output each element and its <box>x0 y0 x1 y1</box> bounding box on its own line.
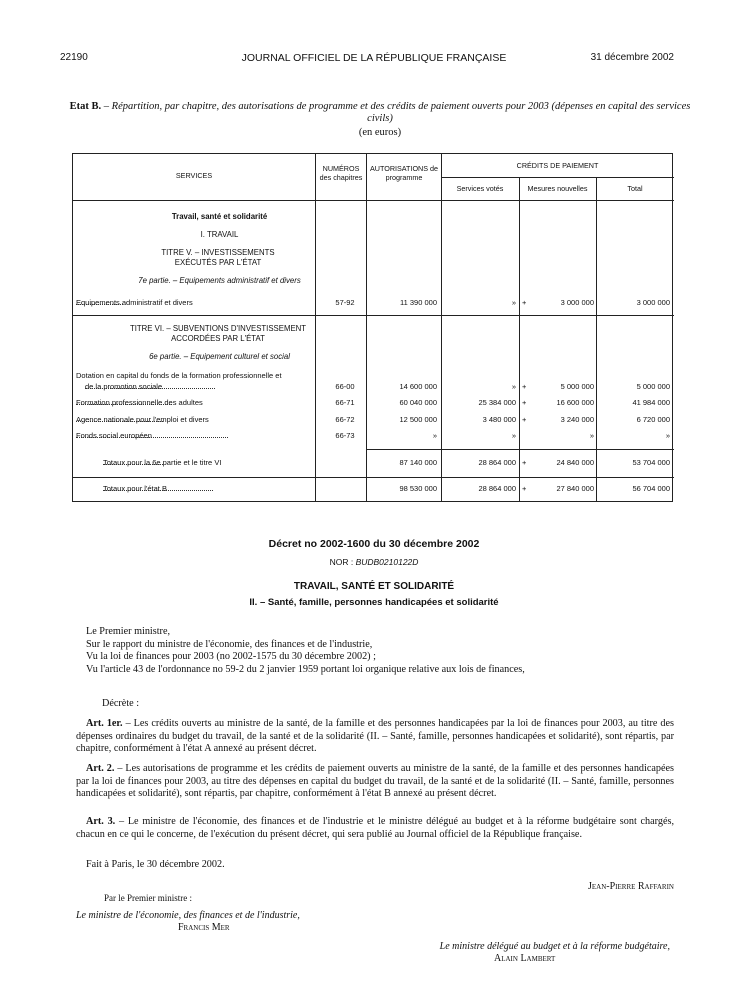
row-autorisations: » <box>432 431 437 440</box>
header-bottom-line <box>73 200 674 201</box>
row-mesures: 5 000 000 <box>560 382 594 391</box>
decree-intro <box>76 626 674 676</box>
section-line <box>73 315 674 316</box>
row-mesures: 3 000 000 <box>560 298 594 307</box>
table-row <box>73 370 674 381</box>
article-label: Art. 2. <box>86 763 115 774</box>
total-autorisations: 98 530 000 <box>399 484 437 493</box>
row-code: 66-00 <box>335 382 355 391</box>
intro-line: Le Premier ministre, <box>86 626 171 637</box>
fait-line: Fait à Paris, le 30 décembre 2002. <box>86 859 225 870</box>
subtotal-row: Totaux pour la 6e partie et le titre VI 87 140 000 28 864 000 + 24 840 000 53 704 000 <box>103 458 670 467</box>
minister-eco-title: Le ministre de l'économie, des finances et de l'industrie, <box>76 910 300 921</box>
article-3 <box>76 816 674 841</box>
row-plus: + <box>522 382 527 391</box>
header-credits: CRÉDITS DE PAIEMENT <box>516 161 599 170</box>
article-text: – Les autorisations de programme et les crédits de paiement ouverts au ministre de la santé, de la famille et des personnes handicapées par la loi de finances pour 2003, au titre des dépenses en capital du budget du travail, de la santé et de la solidarité (II. – Santé, famille, personnes handicapées et solidarité), sont répartis, par chapitre, conformément à l'état B annexé au présent décret. <box>76 763 674 800</box>
row-autorisations: 11 390 000 <box>400 298 437 307</box>
subsection-travail: I. TRAVAIL <box>200 230 239 239</box>
total-plus: + <box>522 484 527 493</box>
row-total: 5 000 000 <box>636 382 670 391</box>
decree-subtitle: II. – Santé, famille, personnes handicapées et solidarité <box>249 597 499 608</box>
intro-line: Vu l'article 43 de l'ordonnance no 59-2 du 2 janvier 1959 portant loi organique relative aux lois de finances, <box>86 663 525 675</box>
header-autorisations-col: AUTORISATIONS de programme <box>369 164 439 182</box>
header-divider <box>441 177 674 178</box>
row-plus: + <box>522 298 527 307</box>
article-text: – Le ministre de l'économie, des finances et de l'industrie et le ministre délégué au budget et à la réforme budgétaire sont chargés, chacun en ce qui le concerne, de l'exécution du présent décret, qui sera publié au Journal officiel de la République française. <box>76 816 674 840</box>
row-plus: + <box>522 415 527 424</box>
par-le-pm: Par le Premier ministre : <box>104 893 192 903</box>
table-row: Fonds social européen 66-73 » » » » <box>76 431 670 440</box>
row-code: 66-73 <box>335 431 355 440</box>
intro-line: Vu la loi de finances pour 2003 (no 2002-1575 du 30 décembre 2002) ; <box>86 651 376 663</box>
nor-label: NOR : <box>329 557 354 567</box>
row-code: 57-92 <box>335 298 355 307</box>
header-total: Total <box>627 184 643 193</box>
row-services-votes: 3 480 000 <box>482 415 516 424</box>
total-services-votes: 28 864 000 <box>478 484 516 493</box>
minister-eco-name: Francis Mer <box>178 922 230 933</box>
total-line <box>73 477 674 478</box>
row-autorisations: 14 600 000 <box>399 382 437 391</box>
row-total: » <box>665 431 670 440</box>
table-row: Equipements administratif et divers 57-92 11 390 000 » + 3 000 000 3 000 000 <box>76 298 670 307</box>
row-total: 41 984 000 <box>632 398 670 407</box>
nor-line <box>0 557 748 567</box>
total-total: 56 704 000 <box>632 484 670 493</box>
budget-table <box>72 153 673 502</box>
subtotal-line <box>366 449 674 450</box>
row-label: Dotation en capital du fonds de la formation professionnelle et <box>76 371 282 380</box>
section-title: Travail, santé et solidarité <box>171 212 268 221</box>
row-total: 6 720 000 <box>636 415 670 424</box>
total-mesures: 27 840 000 <box>556 484 594 493</box>
row-services-votes: » <box>511 298 516 307</box>
header-services-votes: Services votés <box>456 184 504 193</box>
row-mesures: 3 240 000 <box>560 415 594 424</box>
row-services-votes: » <box>511 431 516 440</box>
row-mesures: 16 600 000 <box>556 398 594 407</box>
minister-budget-title: Le ministre délégué au budget et à la réforme budgétaire, <box>439 941 670 952</box>
journal-title: JOURNAL OFFICIEL DE LA RÉPUBLIQUE FRANÇAISE <box>241 52 507 64</box>
partie-6: 6e partie. – Equipement culturel et social <box>149 352 290 361</box>
row-total: 3 000 000 <box>636 298 670 307</box>
header-mesures-nouvelles: Mesures nouvelles <box>527 184 588 193</box>
nor-value: BUDB0210122D <box>355 557 419 567</box>
article-text: – Les crédits ouverts au ministre de la santé, de la famille et des personnes handicapées par la loi de finances pour 2003, au titre des dépenses ordinaires du budget du travail, de la santé et de la solidarité (II. – Santé, famille, personnes handicapées et solidarité), sont répartis, par chapitre, conformément à l'état A annexé au présent décret. <box>76 718 674 755</box>
page-number: 22190 <box>60 52 88 63</box>
row-code: 66-71 <box>335 398 355 407</box>
subtotal-total: 53 704 000 <box>632 458 670 467</box>
row-mesures: » <box>589 431 594 440</box>
titre-vi: TITRE VI. – SUBVENTIONS D'INVESTISSEMENT ACCORDÉES PAR L'ÉTAT <box>129 324 307 343</box>
col-divider <box>315 154 316 501</box>
intro-line: Sur le rapport du ministre de l'économie, des finances et de l'industrie, <box>86 638 373 650</box>
subtotal-services-votes: 28 864 000 <box>478 458 516 467</box>
row-services-votes: » <box>511 382 516 391</box>
subtotal-mesures: 24 840 000 <box>556 458 594 467</box>
caption-unit: (en euros) <box>358 127 402 138</box>
decrete: Décrète : <box>102 698 140 709</box>
titre-v: TITRE V. – INVESTISSEMENTS EXÉCUTÉS PAR L'ÉTAT <box>161 248 275 267</box>
header-services: SERVICES <box>175 171 213 180</box>
table-row: de la promotion sociale 66-00 14 600 000 » + 5 000 000 5 000 000 <box>85 382 670 391</box>
article-2 <box>76 763 674 801</box>
partie-7: 7e partie. – Equipements administratif et divers <box>138 276 301 285</box>
row-plus: + <box>522 398 527 407</box>
article-1 <box>76 718 674 756</box>
table-caption <box>60 101 700 125</box>
article-label: Art. 1er. <box>86 718 123 729</box>
subtotal-autorisations: 87 140 000 <box>399 458 437 467</box>
total-row: Totaux pour l'état B 98 530 000 28 864 000 + 27 840 000 56 704 000 <box>103 484 670 493</box>
minister-budget-name: Alain Lambert <box>494 953 556 964</box>
row-services-votes: 25 384 000 <box>478 398 516 407</box>
row-code: 66-72 <box>335 415 355 424</box>
row-autorisations: 12 500 000 <box>399 415 437 424</box>
col-divider <box>596 177 597 501</box>
article-label: Art. 3. <box>86 816 116 827</box>
table-row: Agence nationale pour l'emploi et divers 66-72 12 500 000 3 480 000 + 3 240 000 6 720 000 <box>76 415 670 424</box>
table-row: Formation professionnelle des adultes 66-71 60 040 000 25 384 000 + 16 600 000 41 984 000 <box>76 398 670 407</box>
decree-title: Décret no 2002-1600 du 30 décembre 2002 <box>268 538 480 550</box>
col-divider <box>519 177 520 501</box>
header-date: 31 décembre 2002 <box>590 52 674 63</box>
caption-text: – Répartition, par chapitre, des autorisations de programme et des crédits de paiement ouverts pour 2003 (dépenses en capital des services civils) <box>103 101 691 124</box>
header-numeros: NUMÉROS des chapitres <box>319 164 363 182</box>
row-autorisations: 60 040 000 <box>399 398 437 407</box>
signatory-pm: Jean-Pierre Raffarin <box>588 881 674 892</box>
caption-label: Etat B. <box>69 101 102 112</box>
ministry-title: TRAVAIL, SANTÉ ET SOLIDARITÉ <box>293 581 455 592</box>
subtotal-plus: + <box>522 458 527 467</box>
